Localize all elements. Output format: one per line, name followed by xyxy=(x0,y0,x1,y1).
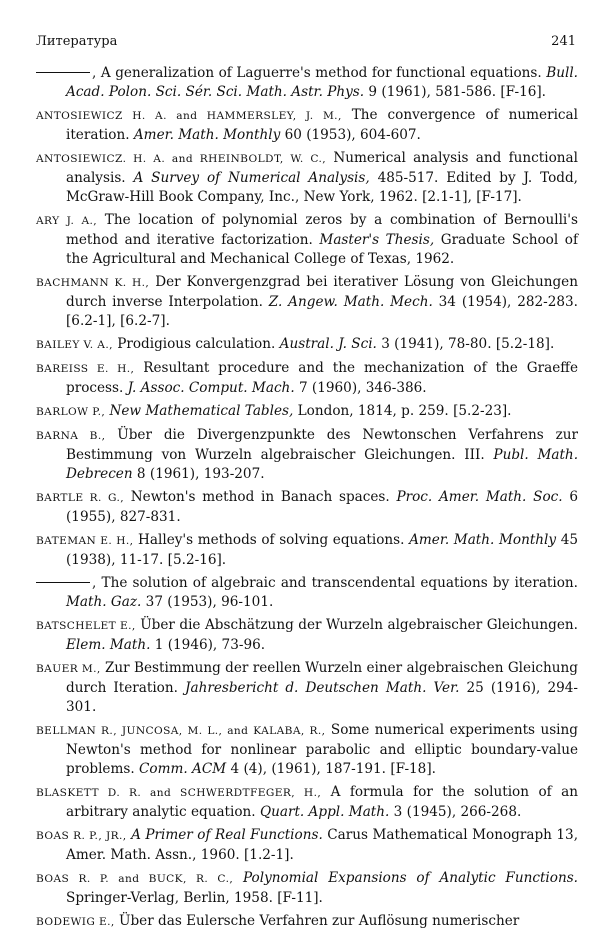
reference-text: Springer-Verlag, Berlin, 1958. [F-11]. xyxy=(66,890,323,906)
reference-source: Publ. Math. Debrecen xyxy=(66,447,579,482)
reference-entry xyxy=(36,659,578,717)
reference-text: Carus Mathematical Monograph 13, Amer. Math. Assn., 1960. [1.2-1]. xyxy=(66,827,579,863)
reference-text: 45 (1938), 11-17. [5.2-16]. xyxy=(66,532,578,568)
reference-text: 8 (1961), 193-207. xyxy=(132,466,265,482)
reference-text: 4 (4), (1961), 187-191. [F-18]. xyxy=(226,761,436,777)
reference-text: Newton's method in Banach spaces. xyxy=(124,489,397,505)
reference-entry xyxy=(36,106,578,145)
reference-entry xyxy=(36,402,578,422)
reference-text: Graduate School of the Agricultural and Mechanical College of Texas, 1962. xyxy=(66,232,578,267)
reference-source: Z. Angew. Math. Mech. xyxy=(268,294,433,310)
reference-entry xyxy=(36,531,578,570)
reference-entry xyxy=(36,826,578,865)
reference-list xyxy=(36,64,578,936)
reference-source: Elem. Math. xyxy=(66,637,151,653)
reference-authors: ARY J. A., xyxy=(36,215,98,227)
reference-source: Polynomial Expansions of Analytic Functions. xyxy=(242,870,578,886)
reference-text xyxy=(233,870,243,886)
reference-entry xyxy=(36,869,578,908)
running-header xyxy=(36,34,576,54)
reference-text: 37 (1953), 96-101. xyxy=(141,594,274,610)
reference-entry xyxy=(36,273,578,331)
reference-source: Proc. Amer. Math. Soc. xyxy=(396,489,563,505)
reference-source: Jahresbericht d. Deutschen Math. Ver. xyxy=(185,680,460,696)
reference-text: Über die Divergenzpunkte des Newtonschen Verfahrens zur Bestimmung von Wurzeln algebraischer Gleichungen. III. xyxy=(66,427,578,463)
reference-entry xyxy=(36,721,578,779)
reference-entry xyxy=(36,912,578,932)
reference-text: 1 (1946), 73-96. xyxy=(150,637,266,653)
reference-source: A Survey of Numerical Analysis, xyxy=(133,170,370,186)
reference-source: Bull. Acad. Polon. Sci. Sér. Sci. Math. Astr. Phys. xyxy=(66,65,578,100)
reference-entry xyxy=(36,335,578,355)
reference-title-lead: , A generalization of Laguerre's method for functional equations. xyxy=(92,65,542,81)
reference-authors: ANTOSIEWICZ H. A. and HAMMERSLEY, J. M., xyxy=(36,110,342,122)
reference-text: 485-517. Edited by J. Todd, McGraw-Hill Book Company, Inc., New York, 1962. [2.1-1], [F-17]. xyxy=(66,170,578,205)
reference-text: A formula for the solution of an arbitrary analytic equation. xyxy=(66,784,578,820)
reference-text: Some numerical experiments using Newton's method for nonlinear parabolic and elliptic boundary-value problems. xyxy=(66,722,578,777)
reference-authors: BOAS R. P. and BUCK, R. C., xyxy=(36,873,234,885)
reference-entry xyxy=(36,783,578,822)
reference-text: 25 (1916), 294-301. xyxy=(66,680,578,715)
reference-entry xyxy=(36,64,578,102)
reference-text: 3 (1941), 78-80. [5.2-18]. xyxy=(376,336,555,352)
reference-source: A Primer of Real Functions. xyxy=(131,827,323,843)
reference-text: 34 (1954), 282-283. [6.2-1], [6.2-7]. xyxy=(66,294,579,329)
reference-text: Der Konvergenzgrad bei iterativer Lösung von Gleichungen durch inverse Interpolation. xyxy=(66,274,578,310)
reference-text: 7 (1960), 346-386. xyxy=(294,380,427,396)
reference-text: 60 (1953), 604-607. xyxy=(280,127,421,143)
reference-entry xyxy=(36,574,578,612)
reference-text: London, 1814, p. 259. [5.2-23]. xyxy=(293,403,512,419)
reference-title-lead: , The solution of algebraic and transcendental equations by iteration. xyxy=(92,575,578,591)
reference-authors: BAILEY V. A., xyxy=(36,339,113,351)
reference-source: J. Assoc. Comput. Mach. xyxy=(127,380,295,396)
reference-authors: BAUER M., xyxy=(36,663,101,675)
reference-text: 9 (1961), 581-586. [F-16]. xyxy=(364,84,546,100)
reference-authors: BARTLE R. G., xyxy=(36,492,125,504)
reference-authors: BATSCHELET E., xyxy=(36,620,136,632)
reference-authors: BATEMAN E. H., xyxy=(36,535,134,547)
reference-entry xyxy=(36,616,578,655)
reference-entry xyxy=(36,359,578,398)
section-title: Литература xyxy=(36,34,118,49)
reference-authors: BOAS R. P., JR., xyxy=(36,830,127,842)
reference-authors: BARLOW P., xyxy=(36,406,106,418)
reference-source: Amer. Math. Monthly xyxy=(409,532,557,548)
reference-entry xyxy=(36,149,578,207)
reference-authors: BACHMANN K. H., xyxy=(36,277,150,289)
reference-source: Quart. Appl. Math. xyxy=(259,804,390,820)
reference-text: Über das Eulersche Verfahren zur Auflösung numerischer xyxy=(114,913,520,929)
reference-source: Master's Thesis, xyxy=(319,232,435,248)
reference-text: Resultant procedure and the mechanization of the Graeffe process. xyxy=(66,360,578,396)
reference-authors: BAREISS E. H., xyxy=(36,363,135,375)
reference-text: Halley's methods of solving equations. xyxy=(133,532,410,548)
reference-entry xyxy=(36,211,578,269)
reference-text: The convergence of numerical iteration. xyxy=(66,107,578,143)
reference-authors: ANTOSIEWICZ. H. A. and RHEINBOLDT, W. C., xyxy=(36,153,327,165)
reference-text: 3 (1945), 266-268. xyxy=(389,804,522,820)
reference-text: The location of polynomial zeros by a combination of Bernoulli's method and iterative factorization. xyxy=(66,212,578,248)
reference-authors: BELLMAN R., JUNCOSA, M. L., and KALABA, R., xyxy=(36,725,326,737)
reference-source: Austral. J. Sci. xyxy=(279,336,377,352)
reference-authors: BLASKETT D. R. and SCHWERDTFEGER, H., xyxy=(36,787,322,799)
reference-text: Numerical analysis and functional analysis. xyxy=(66,150,578,186)
reference-source: Math. Gaz. xyxy=(66,594,142,610)
same-author-dash xyxy=(36,72,90,73)
same-author-dash xyxy=(36,582,90,583)
reference-source: New Mathematical Tables, xyxy=(109,403,294,419)
reference-entry xyxy=(36,488,578,527)
reference-text: Über die Abschätzung der Wurzeln algebraischer Gleichungen. xyxy=(135,617,578,633)
reference-text: 6 (1955), 827-831. xyxy=(66,489,578,525)
reference-entry xyxy=(36,426,578,484)
page-number: 241 xyxy=(551,34,576,49)
reference-authors: BODEWIG E., xyxy=(36,916,115,928)
reference-text: Zur Bestimmung der reellen Wurzeln einer algebraischen Gleichung durch Iteration. xyxy=(66,660,578,696)
reference-source: Comm. ACM xyxy=(139,761,227,777)
reference-source: Amer. Math. Monthly xyxy=(133,127,281,143)
reference-text: Prodigious calculation. xyxy=(112,336,280,352)
reference-authors: BARNA B., xyxy=(36,430,106,442)
